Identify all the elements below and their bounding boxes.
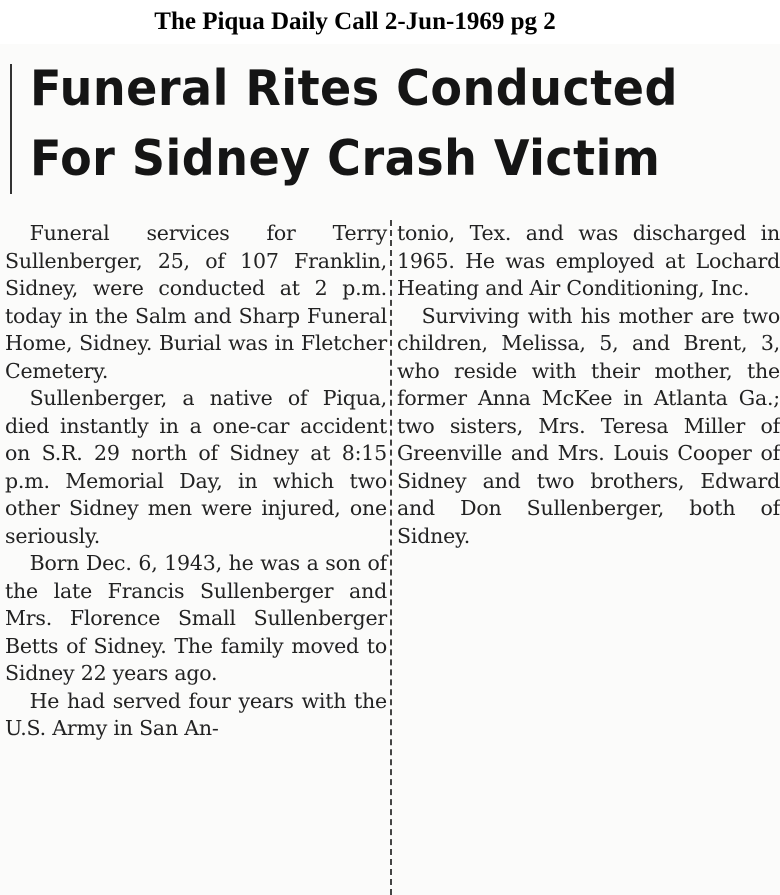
article-column-right	[397, 220, 780, 550]
paragraph: tonio, Tex. and was discharged in 1965. He was employed at Lochard Heating and Air Conditioning, Inc.	[397, 221, 780, 300]
article-column-left	[5, 220, 387, 743]
paragraph: Funeral services for Terry Sullenberger, 25, of 107 Franklin, Sidney, were conducted at 2 p.m. today in the Salm and Sharp Funeral Home, Sidney. Burial was in Fletcher Cemetery.	[5, 221, 387, 383]
newspaper-clipping	[0, 44, 780, 895]
source-caption: The Piqua Daily Call 2-Jun-1969 pg 2	[154, 8, 556, 35]
column-rule	[10, 64, 12, 194]
paragraph: Sullenberger, a native of Piqua, died instantly in a one-car accident on S.R. 29 north of Sidney at 8:15 p.m. Memorial Day, in which two other Sidney men were injured, one seriously.	[5, 386, 387, 548]
column-divider	[390, 220, 392, 895]
article-headline: Funeral Rites Conducted For Sidney Crash Victim	[30, 60, 678, 187]
paragraph: Surviving with his mother are two children, Melissa, 5, and Brent, 3, who reside with their mother, the former Anna McKee in Atlanta Ga.; two sisters, Mrs. Teresa Miller of Greenville and Mrs. Louis Cooper of Sidney and two brothers, Edward and Don Sullenberger, both of Sidney.	[397, 303, 780, 548]
paragraph: He had served four years with the U.S. Army in San An-	[5, 688, 387, 740]
paragraph: Born Dec. 6, 1943, he was a son of the late Francis Sullenberger and Mrs. Florence Small Sullenberger Betts of Sidney. The family moved to Sidney 22 years ago.	[5, 551, 387, 685]
